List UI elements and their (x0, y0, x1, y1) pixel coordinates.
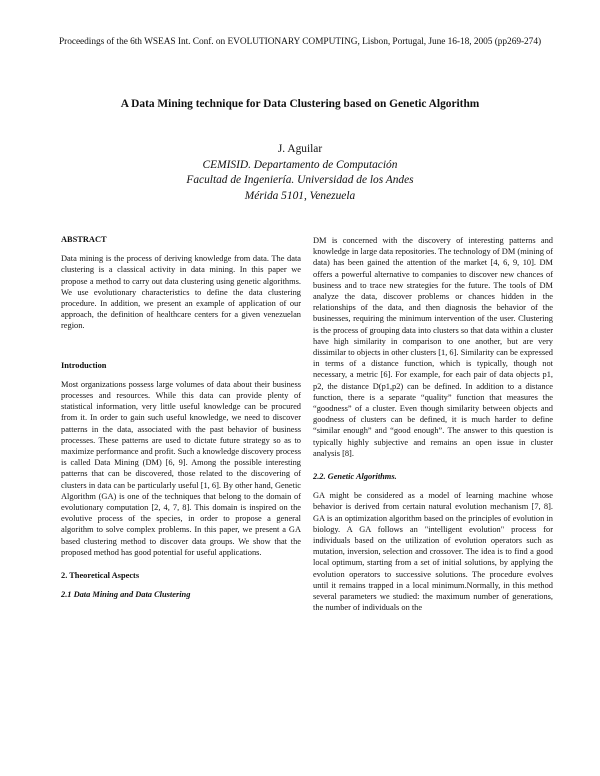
author-block (0, 142, 600, 204)
abstract-paragraph: Data mining is the process of deriving knowledge from data. The data clustering is a classical activity in data mining. In this paper we propose a method to carry out data clustering using genetic algorithms. We use evolutionary characteristics to define the data clustering procedure. In addition, we present an example of application of our approach, the definition of healthcare centers for a given venezuelan region. (61, 254, 301, 331)
introduction-paragraph: Most organizations possess large volumes of data about their business processes and resources. While this data can provide plenty of statistical information, very little useful knowledge can be procured from it. In order to gain such useful knowledge, we need to discover patterns in the data, associated with the past behavior of business processes. These patterns are used to dictate future strategy so as to maximize performance and profit. Such a knowledge discovery process is called Data Mining (DM) [6, 9]. Among the possible interesting patterns that can be discovered, those related to the discovering of clusters in data can be particularly useful [1, 6]. By other hand, Genetic Algorithm (GA) is one of the techniques that belong to the domain of evolutionary computation [2, 4, 7, 8]. This domain is inspired on the evolutive process of the species, in order to propose a general algorithm to solve complex problems. In this paper, we present a GA based clustering method to discover data groups. We show that the proposed method has good potential for useful applications. (61, 379, 301, 557)
section-2-1-heading: 2.1 Data Mining and Data Clustering (61, 590, 191, 600)
affiliation-line-2: Facultad de Ingeniería. Universidad de los Andes (186, 174, 414, 186)
section-2-2-heading: 2.2. Genetic Algorithms. (313, 472, 397, 482)
affiliation-line-3: Mérida 5101, Venezuela (244, 189, 356, 202)
section-2-heading: 2. Theoretical Aspects (61, 571, 140, 581)
right-column (313, 235, 553, 614)
data-mining-paragraph: DM is concerned with the discovery of interesting patterns and knowledge in large data repositories. The technology of DM (mining of data) has been gained the attention of the market [4, 6, 9, 10]. DM offers a powerful alternative to companies to discover new chances of business and to trace new strategies for the future. The tools of DM analyze the data, discover problems or chances hidden in the relationships of the data, and then diagnosis the behavior of the businesses, requiring the minimum intervention of the user. Clustering is the process of grouping data into clusters so that data within a cluster have high similarity in comparison to one another, but are very dissimilar to objects in other clusters [1, 6]. Similarity can be expressed in terms of a distance function, which is typically, though not necessary, a metric [6]. For example, for each pair of data objects p1, p2, the distance D(p1,p2) can be defined. In addition to a distance function, there is a separate “quality” function that measures the “goodness” of a cluster. Even though similarity between objects and goodness of clusters can be defined, it is much harder to define “similar enough” and “good enough”. The answer to this question is typically highly subjective and remains an open issue in cluster analysis [8]. (313, 236, 553, 458)
affiliation-line-1: CEMISID. Departamento de Computación (202, 158, 398, 171)
author-name: J. Aguilar (277, 143, 323, 155)
genetic-algorithms-paragraph: GA might be considered as a model of learning machine whose behavior is derived from certain natural evolution mechanism [7, 8]. GA is an optimization algorithm based on the principles of evolution in biology. A GA follows an "intelligent evolution" process for individuals based on the utilization of evolution operators such as mutation, inversion, selection and crossover. The idea is to find a good local optimum, starting from a set of initial solutions, by applying the evolution operators to successive solutions. The procedure evolves until it remains trapped in a local minimum.Normally, in this method several parameters we studied: the maximum number of generations, the number of individuals on the (313, 491, 553, 613)
abstract-heading: ABSTRACT (61, 235, 107, 244)
paper-title: A Data Mining technique for Data Clustering based on Genetic Algorithm (120, 98, 480, 110)
left-column (61, 234, 301, 608)
introduction-heading: Introduction (61, 360, 107, 370)
running-head: Proceedings of the 6th WSEAS Int. Conf. on EVOLUTIONARY COMPUTING, Lisbon, Portugal, June 16-18, 2005 (pp269-274) (58, 37, 542, 47)
